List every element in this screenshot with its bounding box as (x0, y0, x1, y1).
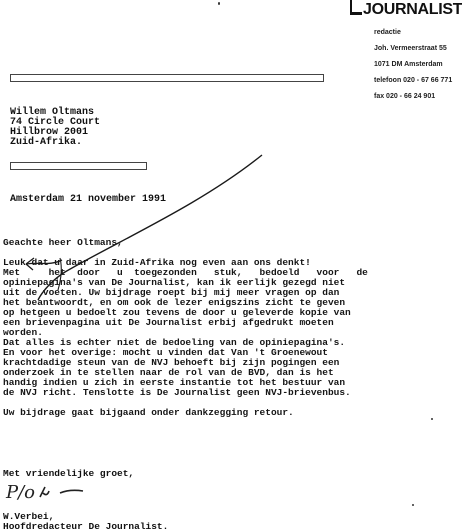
body-line: opiniepagina's van De Journalist, kan ik eerlijk gezegd niet (3, 277, 346, 288)
body-line: een brievenpagina uit De Journalist erbij afgedrukt moeten (3, 317, 334, 328)
recipient-line: Hillbrow 2001 (10, 127, 89, 138)
body-line: Leuk dat u daar in Zuid-Afrika nog even aan ons denkt! (3, 257, 311, 268)
signer-block (3, 512, 168, 532)
logo-text: JOURNALIST (363, 1, 462, 18)
scan-speck (218, 2, 220, 5)
body-line: op hetgeen u bedoelt zou tevens de door u geleverde kopie van (3, 307, 351, 318)
body-line: En voor het overige: mocht u vinden dat Van 't Groenewout (3, 347, 328, 358)
recipient-line: Willem Oltmans (10, 107, 95, 118)
address-line: Joh. Vermeerstraat 55 (374, 45, 447, 52)
letter-body (3, 238, 444, 418)
closing: Met vriendelijke groet, (3, 468, 135, 479)
recipient-address (10, 108, 100, 148)
scan-speck (412, 504, 414, 506)
address-line: redactie (374, 29, 401, 36)
letter-date: Amsterdam 21 november 1991 (10, 194, 167, 205)
signature-text: P/o (6, 482, 36, 503)
recipient-line: 74 Circle Court (10, 117, 101, 128)
handwritten-signature (6, 482, 95, 503)
signer-title: Hoofdredacteur De Journalist. (3, 521, 169, 532)
letterhead-address (374, 25, 452, 105)
address-line: 1071 DM Amsterdam (374, 61, 443, 68)
body-line: Met het door u toegezonden stuk, bedoeld voor de (3, 267, 368, 278)
form-field-box (10, 74, 324, 82)
logo-mark-icon (350, 0, 362, 15)
body-line: krachtdadige steun van de NVJ behoeft bij zijn pogingen een (3, 357, 340, 368)
signer-name: W.Verbei, (3, 511, 55, 522)
body-line: het beantwoordt, en om ook de lezer enigszins zicht te geven (3, 297, 346, 308)
body-line: handig indien u zich in eerste instantie tot het bestuur van (3, 377, 346, 388)
address-line: fax 020 - 66 24 901 (374, 93, 436, 100)
body-line: onderzoek in te stellen naar de rol van de BVD, dan is het (3, 367, 334, 378)
scan-speck (431, 418, 433, 420)
body-line: de NVJ richt. Tenslotte is De Journalist geen NVJ-brievenbus. (3, 387, 351, 398)
letterhead-logo (350, 0, 462, 18)
body-line: Dat alles is echter niet de bedoeling van de opiniepagina's. (3, 337, 346, 348)
salutation: Geachte heer Oltmans, (3, 237, 123, 248)
body-line: worden. (3, 327, 43, 338)
address-line: telefoon 020 - 67 66 771 (374, 77, 453, 84)
body-line: uit de voeten. Uw bijdrage roept bij mij meer vragen op dan (3, 287, 340, 298)
signature-scribble-icon (35, 483, 95, 503)
form-field-box (10, 162, 147, 170)
body-line: Uw bijdrage gaat bijgaand onder dankzegging retour. (3, 407, 294, 418)
recipient-line: Zuid-Afrika. (10, 137, 83, 148)
